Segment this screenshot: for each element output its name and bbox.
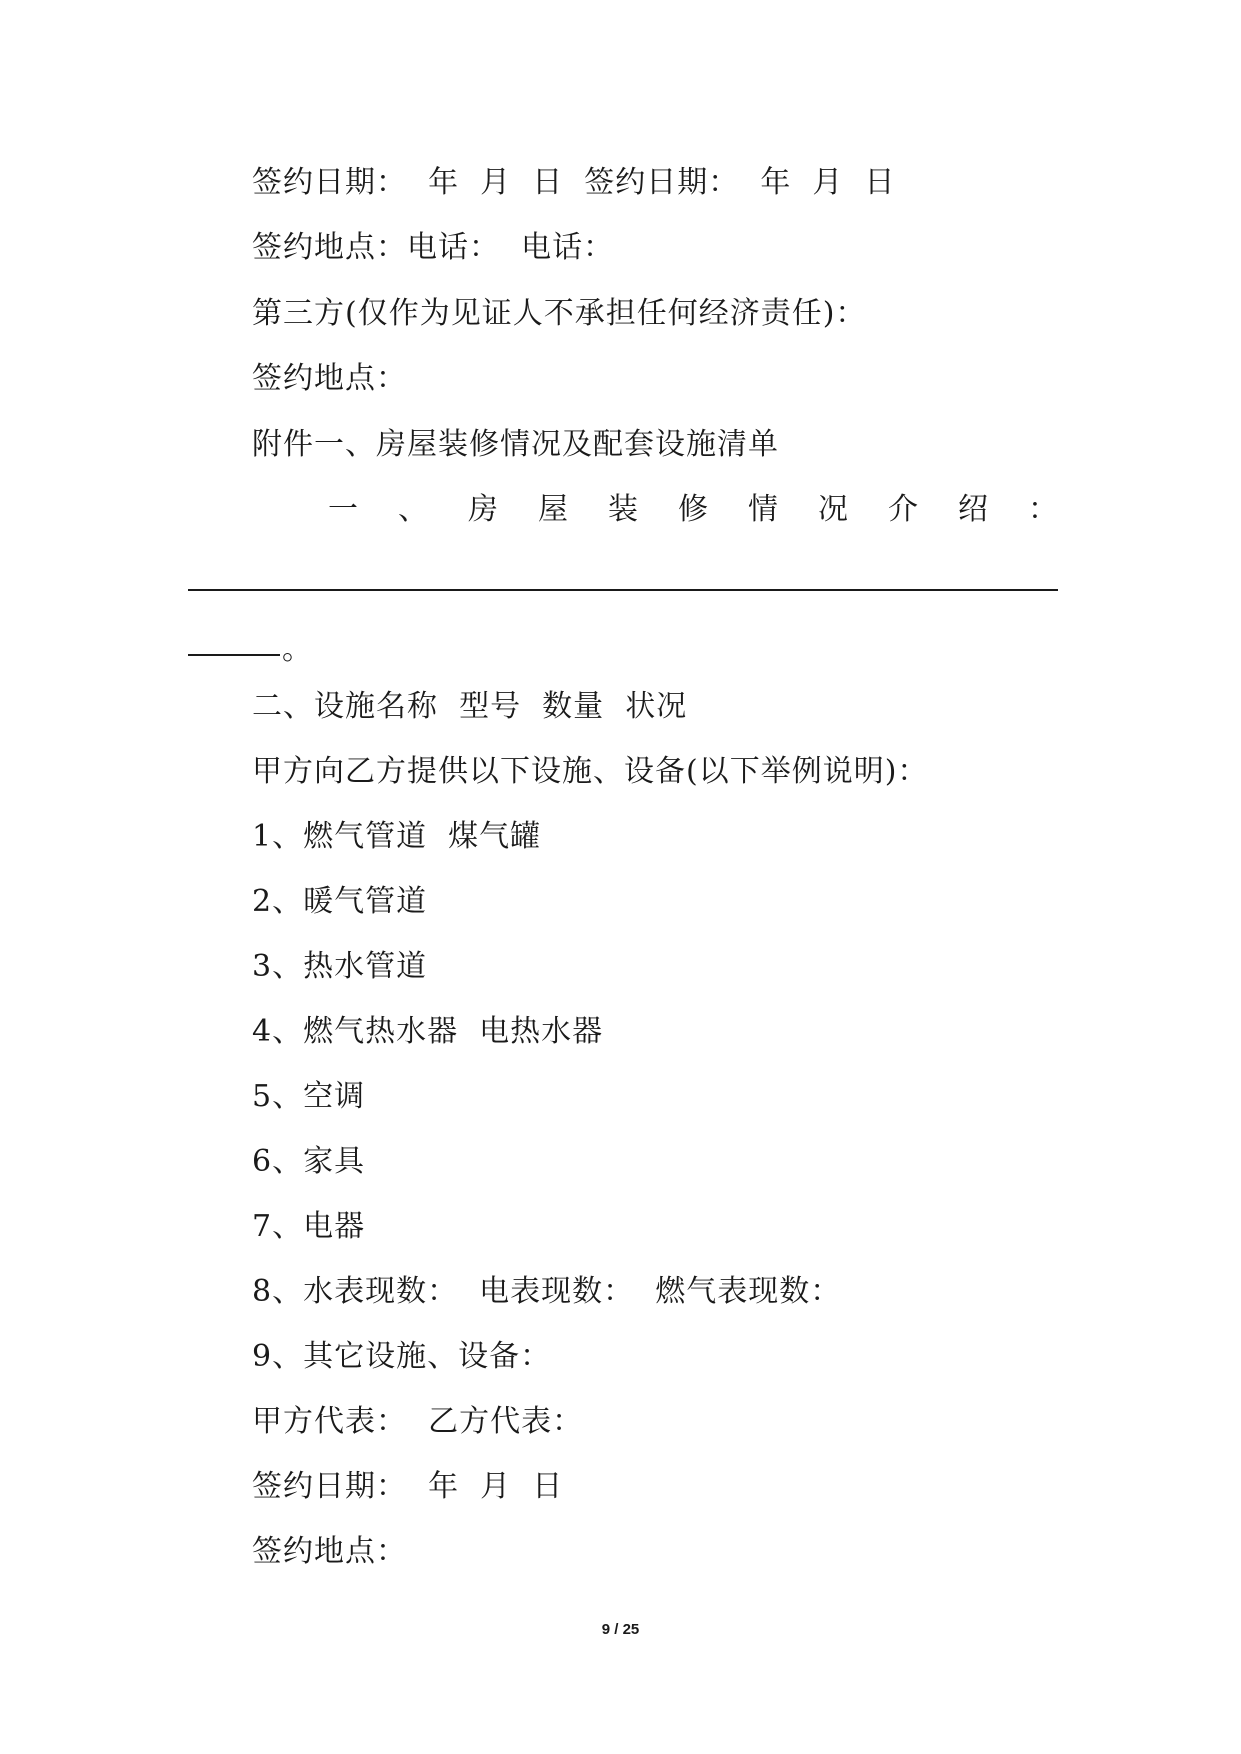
decoration-heading — [252, 490, 1058, 530]
sign-place-phone-line: 签约地点：电话： 电话： — [252, 230, 615, 265]
list-item: 9、其它设施、设备： — [252, 1339, 552, 1374]
heading-char: 装 — [608, 492, 638, 527]
list-item: 5、空调 — [252, 1079, 366, 1114]
heading-char: 情 — [748, 492, 778, 527]
list-item: 8、水表现数： 电表现数： 燃气表现数： — [252, 1274, 842, 1309]
sign-date-line: 签约日期： 年 月 日 — [252, 1469, 564, 1504]
facility-intro-line: 甲方向乙方提供以下设施、设备(以下举例说明)： — [252, 754, 929, 789]
representatives-line: 甲方代表： 乙方代表： — [252, 1404, 584, 1439]
attachment-title: 附件一、房屋装修情况及配套设施清单 — [252, 427, 779, 462]
facility-header-line: 二、设施名称 型号 数量 状况 — [252, 689, 688, 724]
list-item: 2、暖气管道 — [252, 884, 428, 919]
list-item: 3、热水管道 — [252, 949, 428, 984]
list-item: 1、燃气管道 煤气罐 — [252, 819, 542, 854]
list-item: 4、燃气热水器 电热水器 — [252, 1014, 604, 1049]
sign-date-line: 签约日期： 年 月 日 签约日期： 年 月 日 — [252, 165, 896, 200]
fill-in-rule-continued — [188, 630, 312, 670]
heading-char: 修 — [678, 492, 708, 527]
heading-char: 况 — [818, 492, 848, 527]
sign-place-line: 签约地点： — [252, 361, 407, 396]
third-party-line: 第三方(仅作为见证人不承担任何经济责任)： — [252, 296, 867, 331]
sign-place-line: 签约地点： — [252, 1534, 407, 1569]
page-number: 9 / 25 — [601, 1621, 640, 1638]
heading-char: 屋 — [538, 492, 568, 527]
sentence-end-mark: 。 — [282, 632, 312, 667]
list-item: 6、家具 — [252, 1144, 366, 1179]
heading-char: 介 — [888, 492, 918, 527]
fill-in-rule-short — [188, 654, 280, 656]
heading-char: 、 — [398, 492, 428, 527]
heading-char: 绍 — [958, 492, 988, 527]
list-item: 7、电器 — [252, 1209, 366, 1244]
heading-char: ： — [1028, 492, 1058, 527]
heading-char: 房 — [468, 492, 498, 527]
heading-char: 一 — [328, 492, 358, 527]
fill-in-rule — [188, 589, 1058, 591]
